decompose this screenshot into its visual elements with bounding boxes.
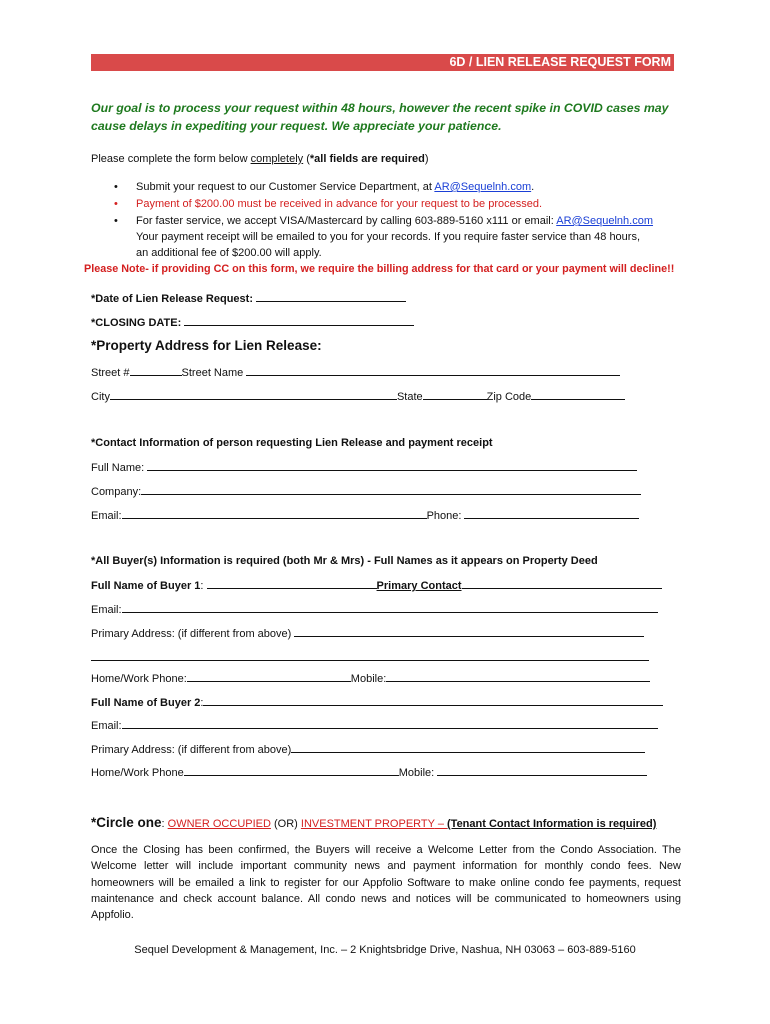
email-phone-row: Email: Phone:	[91, 507, 639, 524]
bullet-dot-icon: •	[114, 181, 118, 193]
date-request-field[interactable]	[256, 290, 406, 302]
bullet-faster-line3: an additional fee of $200.00 will apply.	[136, 247, 322, 259]
street-row: Street # Street Name	[91, 364, 620, 381]
bullet-faster-line2: Your payment receipt will be emailed to you for your records. If you require faster service than 48 hours,	[136, 231, 641, 243]
bullet-dot-icon: •	[114, 198, 118, 210]
property-heading: *Property Address for Lien Release:	[91, 338, 322, 353]
closing-date-field[interactable]	[184, 314, 414, 326]
closing-date-row: *CLOSING DATE:	[91, 314, 414, 331]
buyer2-home-phone-field[interactable]	[184, 764, 399, 776]
bullet-faster-service: For faster service, we accept VISA/Mastercard by calling 603-889-5160 x111 or email: AR@Sequelnh.com	[136, 215, 654, 227]
bullet-submit: Submit your request to our Customer Service Department, at AR@Sequelnh.com.	[136, 181, 535, 193]
full-name-row: Full Name:	[91, 459, 637, 476]
buyer2-address-row: Primary Address: (if different from above)	[91, 741, 645, 758]
tenant-note: (Tenant Contact Information is required)	[447, 818, 657, 830]
buyer1-address-field[interactable]	[294, 625, 644, 637]
intro-message: Our goal is to process your request within 48 hours, however the recent spike in COVID cases may cause delays in expediting your request. We appreciate your patience.	[91, 101, 669, 133]
cc-note: Please Note- if providing CC on this form, we require the billing address for that card or your payment will decline!!	[84, 263, 675, 275]
street-number-field[interactable]	[130, 364, 182, 376]
footer-address: Sequel Development & Management, Inc. – 2 Knightsbridge Drive, Nashua, NH 03063 – 603-889-5160	[134, 944, 636, 956]
street-name-field[interactable]	[246, 364, 620, 376]
buyer1-home-phone-field[interactable]	[187, 670, 351, 682]
instructions: Please complete the form below completely (*all fields are required)	[91, 153, 429, 165]
buyer1-row: Full Name of Buyer 1: Primary Contact	[91, 577, 662, 594]
buyer1-phone-row: Home/Work Phone: Mobile:	[91, 670, 650, 687]
buyer2-name-field[interactable]	[203, 694, 663, 706]
buyer2-email-row: Email:	[91, 717, 658, 734]
buyer1-address-line2	[91, 649, 649, 666]
city-field[interactable]	[110, 388, 397, 400]
state-field[interactable]	[423, 388, 487, 400]
contact-heading: *Contact Information of person requesting Lien Release and payment receipt	[91, 437, 493, 449]
email-link-ar[interactable]: AR@Sequelnh.com	[434, 181, 532, 193]
welcome-letter-paragraph: Once the Closing has been confirmed, the Buyers will receive a Welcome Letter from the Condo Association. The Welcome letter will include important community news and payment information for monthly condo fees. New homeowners will be emailed a link to register for our Appfolio Software to make online condo fee payments, request maintenance and check account balance. All condo news and notices will be communicated to homeowners using Appfolio.	[91, 844, 681, 922]
buyer1-address-field-2[interactable]	[91, 649, 649, 661]
company-row: Company:	[91, 483, 641, 500]
buyer1-mobile-field[interactable]	[386, 670, 650, 682]
buyer2-mobile-field[interactable]	[437, 764, 647, 776]
full-name-field[interactable]	[147, 459, 637, 471]
buyer1-primary-contact-field[interactable]	[462, 577, 662, 589]
contact-phone-field[interactable]	[464, 507, 639, 519]
buyer2-address-field[interactable]	[291, 741, 645, 753]
buyer2-row: Full Name of Buyer 2:	[91, 694, 663, 711]
buyer1-email-row: Email:	[91, 601, 658, 618]
company-field[interactable]	[141, 483, 641, 495]
form-title: 6D / LIEN RELEASE REQUEST FORM	[91, 54, 674, 71]
bullet-dot-icon: •	[114, 215, 118, 227]
circle-one-row: *Circle one: OWNER OCCUPIED (OR) INVESTMENT PROPERTY – (Tenant Contact Information is required)	[91, 815, 657, 830]
owner-occupied-option[interactable]: OWNER OCCUPIED	[167, 818, 271, 830]
zip-field[interactable]	[531, 388, 625, 400]
buyer1-email-field[interactable]	[122, 601, 658, 613]
buyer2-phone-row: Home/Work Phone Mobile:	[91, 764, 647, 781]
buyer1-address-row: Primary Address: (if different from above)	[91, 625, 644, 642]
buyers-heading: *All Buyer(s) Information is required (both Mr & Mrs) - Full Names as it appears on Property Deed	[91, 555, 598, 567]
investment-property-option[interactable]: INVESTMENT PROPERTY	[300, 818, 435, 830]
bullet-payment: Payment of $200.00 must be received in advance for your request to be processed.	[136, 198, 543, 210]
contact-email-field[interactable]	[122, 507, 427, 519]
email-link-ar-2[interactable]: AR@Sequelnh.com	[556, 215, 654, 227]
buyer1-name-field[interactable]	[207, 577, 377, 589]
buyer2-email-field[interactable]	[122, 717, 658, 729]
date-request-row: *Date of Lien Release Request:	[91, 290, 406, 307]
city-row: City State Zip Code	[91, 388, 625, 405]
